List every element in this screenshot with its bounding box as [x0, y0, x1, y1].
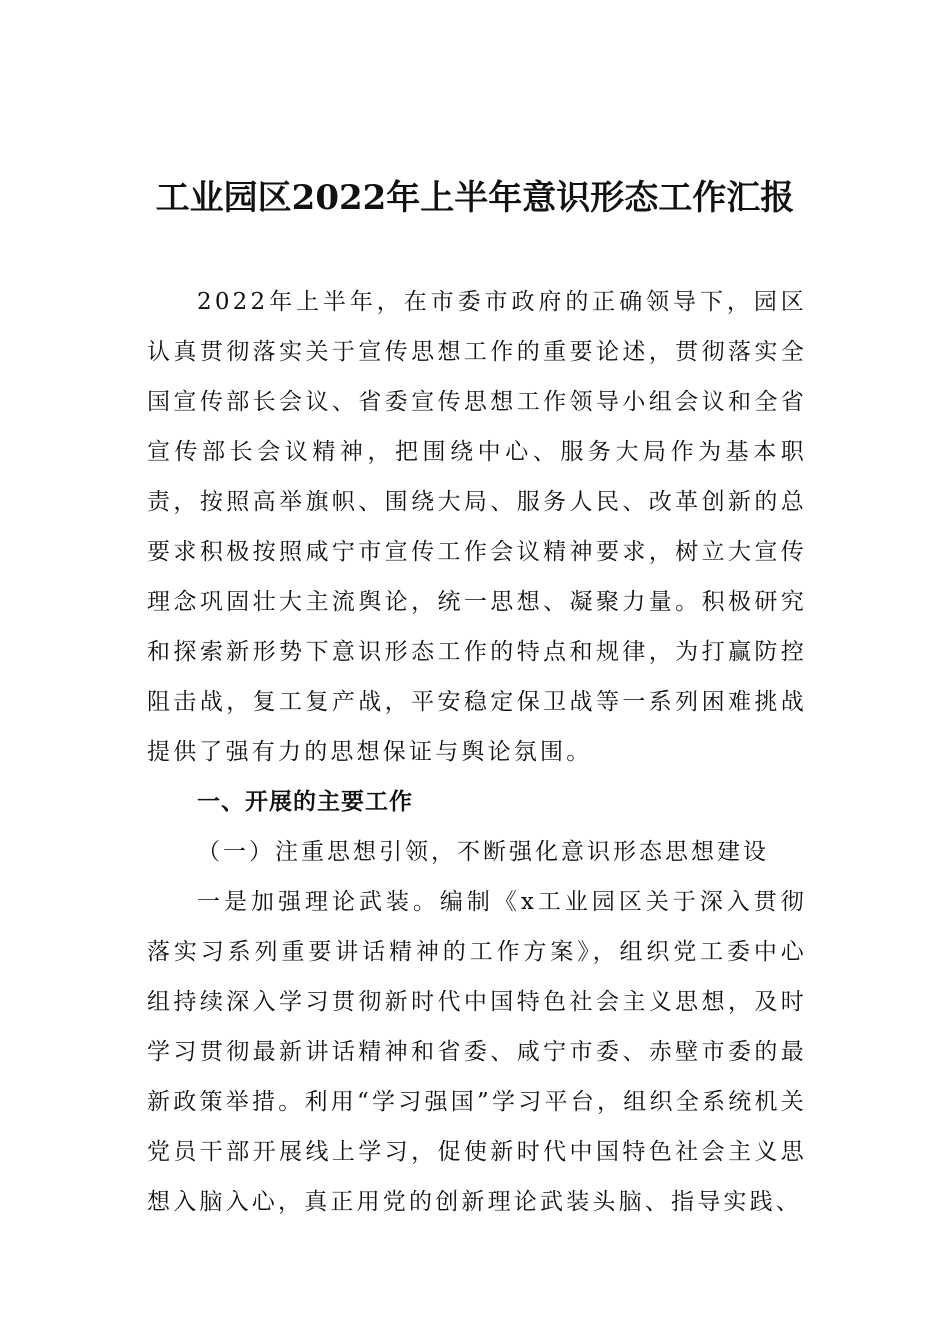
section-paragraph: 一是加强理论武装。编制《x工业园区关于深入贯彻落实习系列重要讲话精神的工作方案》，组织党工委中心组持续深入学习贯彻新时代中国特色社会主义思想，及时学习贯彻最新讲话精神和省委、咸宁市委、赤壁市委的最新政策举措。利用“学习强国”学习平台，组织全系统机关党员干部开展线上学习，促使新时代中国特色社会主义思想入脑入心，真正用党的创新理论武装头脑、指导实践、 [147, 889, 807, 1215]
intro-paragraph: 2022年上半年，在市委市政府的正确领导下，园区认真贯彻落实关于宣传思想工作的重要论述，贯彻落实全国宣传部长会议、省委宣传思想工作领导小组会议和全省宣传部长会议精神，把围绕中心、服务大局作为基本职责，按照高举旗帜、围绕大局、服务人民、改革创新的总要求积极按照咸宁市宣传工作会议精神要求，树立大宣传理念巩固壮大主流舆论，统一思想、凝聚力量。积极研究和探索新形势下意识形态工作的特点和规律，为打赢防控阻击战，复工复产战，平安稳定保卫战等一系列困难挑战提供了强有力的思想保证与舆论氛围。 [147, 289, 807, 765]
document-body [147, 277, 807, 1227]
subsection-heading: （一）注重思想引领，不断强化意识形态思想建设 [197, 839, 769, 865]
section-heading: 一、开展的主要工作 [197, 789, 413, 815]
document-title: 工业园区2022年上半年意识形态工作汇报 [155, 178, 795, 218]
